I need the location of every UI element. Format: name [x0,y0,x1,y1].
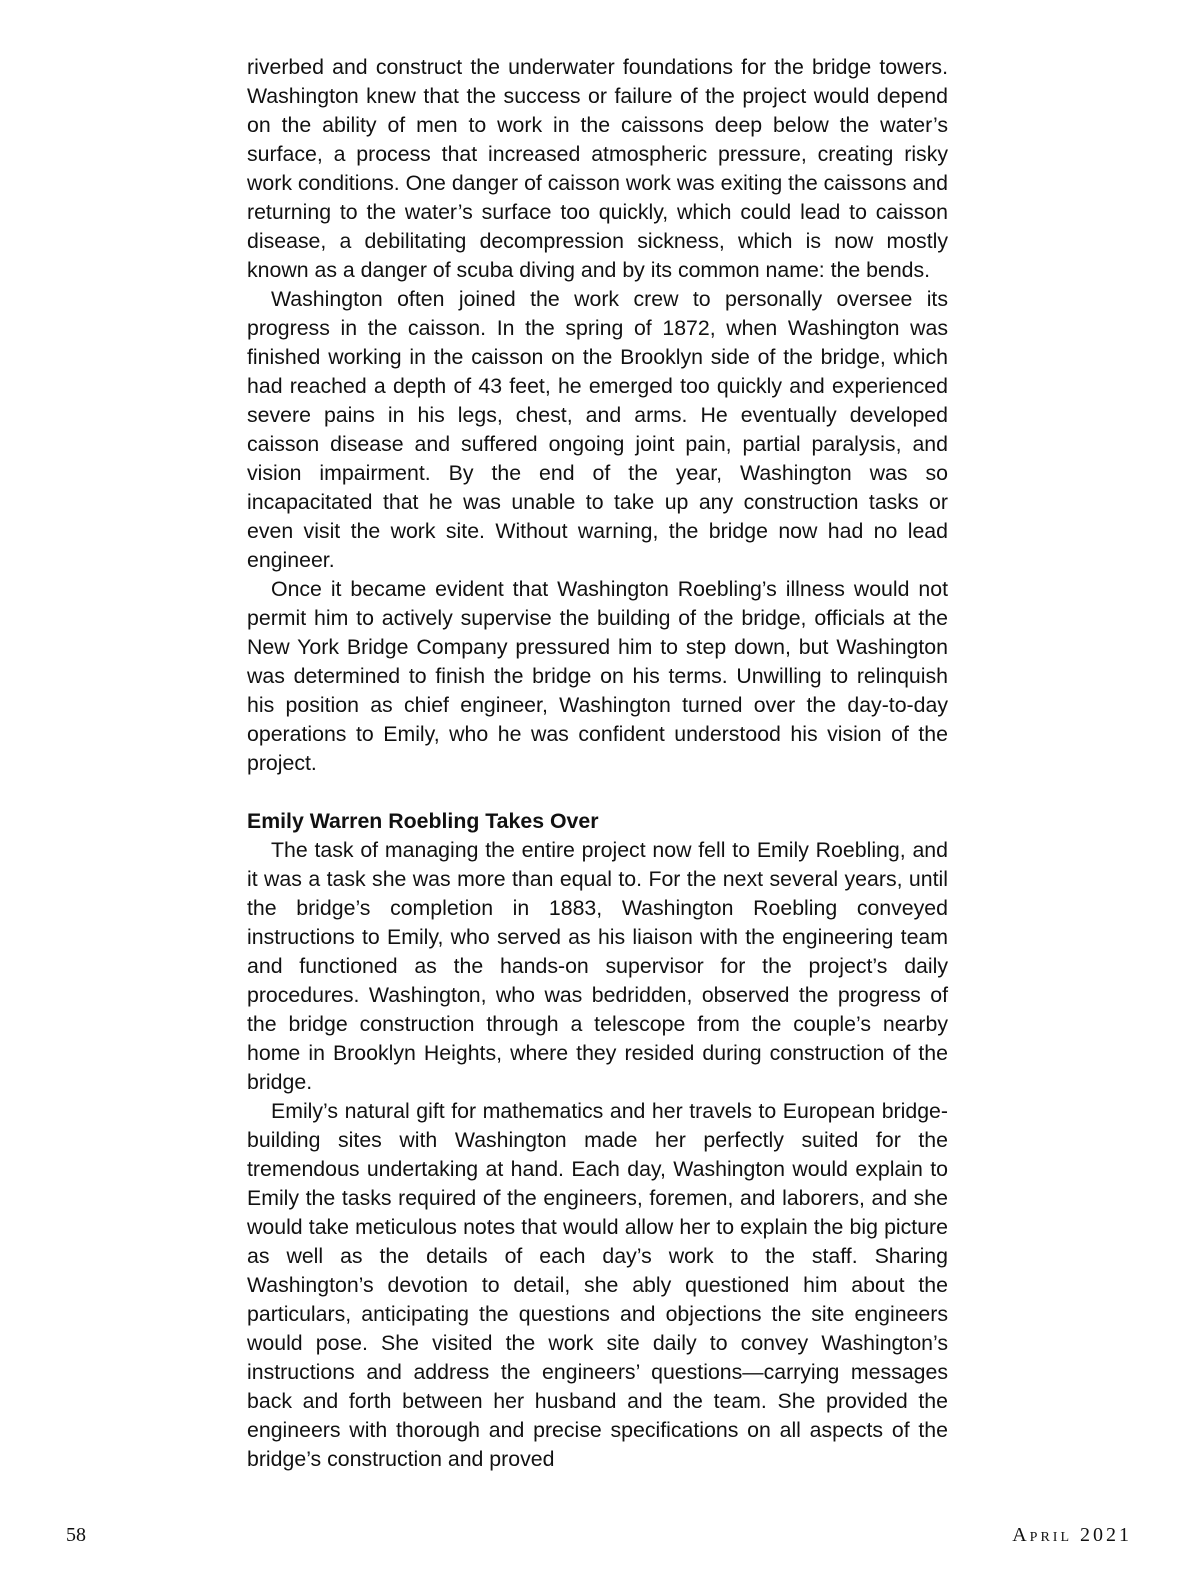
section-heading: Emily Warren Roebling Takes Over [247,809,599,833]
paragraph-emily-mathematics: Emily’s natural gift for mathematics and her travels to European bridge-building sites with Washington made her perfectly suited for the tremendous undertaking at hand. Each day, Washington would explain to Emily the tasks required of the engineers, foremen, and laborers, and she would take meticulous notes that would allow her to explain the big picture as well as the details of each day’s work to the staff. Sharing Washington’s devotion to detail, she ably questioned him about the particulars, anticipating the questions and objections the site engineers would pose. She visited the work site daily to convey Washington’s instructions and address the engineers’ questions—carrying messages back and forth between her husband and the team. She provided the engineers with thorough and precise specifications on all aspects of the bridge’s construction and proved [247,1099,948,1471]
article-column [247,53,948,1474]
page-number: 58 [66,1524,86,1546]
paragraph-emily-manages: The task of managing the entire project now fell to Emily Roebling, and it was a task she was more than equal to. For the next several years, until the bridge’s completion in 1883, Washington Roebling conveyed instructions to Emily, who served as his liaison with the engineering team and functioned as the hands-on supervisor for the project’s daily procedures. Washington, who was bedridden, observed the progress of the bridge construction through a telescope from the couple’s nearby home in Brooklyn Heights, where they resided during construction of the bridge. [247,838,948,1094]
issue-date: April 2021 [1012,1524,1132,1546]
paragraph-washington-illness: Washington often joined the work crew to personally oversee its progress in the caisson. In the spring of 1872, when Washington was finished working in the caisson on the Brooklyn side of the bridge, which had reached a depth of 43 feet, he emerged too quickly and experienced severe pains in his legs, chest, and arms. He eventually developed caisson disease and suffered ongoing joint pain, partial paralysis, and vision impairment. By the end of the year, Washington was so incapacitated that he was unable to take up any construction tasks or even visit the work site. Without warning, the bridge now had no lead engineer. [247,287,948,572]
paragraph-caisson-work: riverbed and construct the underwater foundations for the bridge towers. Washington knew that the success or failure of the project would depend on the ability of men to work in the caissons deep below the water’s surface, a process that increased atmospheric pressure, creating risky work conditions. One danger of caisson work was exiting the caissons and returning to the water’s surface too quickly, which could lead to caisson disease, a debilitating decompression sickness, which is now mostly known as a danger of scuba diving and by its common name: the bends. [247,55,948,282]
paragraph-chief-engineer: Once it became evident that Washington Roebling’s illness would not permit him to actively supervise the building of the bridge, officials at the New York Bridge Company pressured him to step down, but Washington was determined to finish the bridge on his terms. Unwilling to relinquish his position as chief engineer, Washington turned over the day-to-day operations to Emily, who he was confident understood his vision of the project. [247,577,948,775]
